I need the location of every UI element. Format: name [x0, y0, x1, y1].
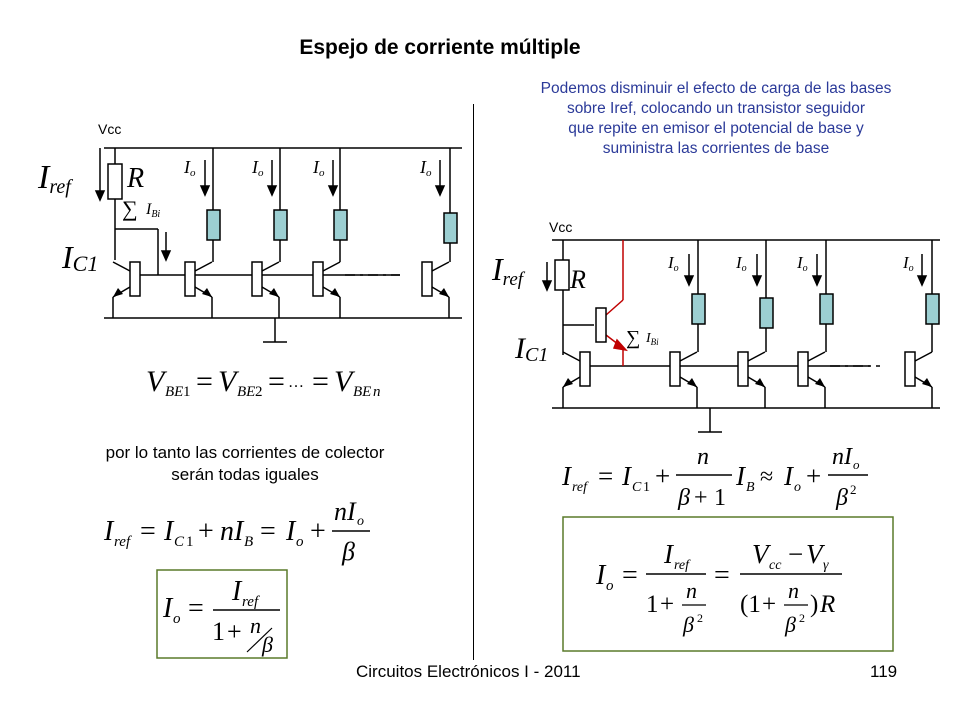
svg-text:+: + [694, 485, 708, 511]
svg-text:cc: cc [769, 558, 782, 573]
svg-text:I: I [104, 516, 114, 547]
svg-text:V: V [334, 365, 353, 398]
left-r-label: R [127, 163, 145, 194]
svg-text:β: β [683, 612, 694, 637]
svg-text:ref: ref [572, 480, 588, 495]
left-transistor-1 [185, 262, 212, 297]
left-io-label-4: Io [420, 157, 432, 179]
svg-text:o: o [173, 611, 181, 627]
svg-text:BE: BE [353, 384, 372, 400]
svg-text:nI: nI [220, 516, 244, 547]
conclusion-line-1: por lo tanto las corrientes de colector [105, 443, 385, 462]
right-r-label: R [570, 265, 586, 294]
svg-text:I: I [736, 461, 745, 491]
svg-text:=: = [312, 365, 329, 398]
svg-text:I: I [622, 461, 631, 491]
svg-text:n: n [250, 613, 261, 638]
svg-text:I: I [232, 576, 242, 607]
left-io-label-1: Io [184, 157, 196, 179]
left-transistor-ref [113, 262, 140, 297]
iref-left-equation [103, 497, 370, 566]
svg-text:γ: γ [823, 558, 829, 573]
right-transistor-2 [738, 352, 765, 387]
io-left-equation [162, 576, 280, 657]
left-vcc-label: Vcc [98, 121, 122, 137]
svg-text:I: I [163, 593, 173, 624]
svg-text:−: − [788, 539, 804, 569]
svg-text:+: + [762, 591, 777, 618]
svg-text:V: V [146, 365, 165, 398]
svg-text:=: = [188, 593, 204, 624]
svg-text:1: 1 [646, 591, 659, 618]
svg-text:+: + [655, 461, 671, 491]
svg-text:=: = [714, 560, 730, 591]
left-iref-label: Iref [38, 159, 71, 198]
svg-text:2: 2 [255, 384, 263, 400]
svg-text:): ) [810, 591, 819, 618]
svg-text:+: + [227, 617, 242, 646]
svg-text:o: o [853, 457, 860, 472]
svg-text:V: V [218, 365, 237, 398]
io-right-equation [595, 539, 842, 637]
svg-text:I: I [286, 516, 296, 547]
right-sum-label: $I_{Bi}$ [646, 331, 659, 347]
svg-text:=: = [622, 560, 638, 591]
left-io-label-2: Io [252, 157, 264, 179]
right-transistor-1 [670, 352, 697, 387]
right-sum-symbol: ∑ [626, 327, 641, 349]
page-number: 119 [870, 662, 898, 681]
svg-text:B: B [244, 534, 254, 550]
explanation-line-4: suministra las corrientes de base [602, 140, 830, 157]
iref-right-equation [561, 444, 868, 511]
right-transistor-ref [563, 352, 590, 387]
left-transistor-2 [252, 262, 279, 297]
svg-text:1: 1 [212, 617, 225, 646]
svg-text:I: I [164, 516, 174, 547]
svg-text:C: C [174, 534, 185, 550]
right-ic1-label: IC1 [515, 332, 549, 366]
svg-text:≈: ≈ [760, 464, 774, 490]
svg-text:β: β [342, 537, 355, 566]
svg-text:n: n [686, 578, 697, 603]
right-io-label-1: Io [668, 253, 679, 274]
svg-text:+: + [806, 461, 822, 491]
svg-text:o: o [794, 480, 801, 495]
vbe-equation [146, 365, 381, 400]
left-transistor-3 [313, 262, 340, 297]
svg-text:V: V [806, 539, 823, 569]
svg-text:β: β [678, 485, 690, 511]
svg-text:2: 2 [697, 611, 703, 625]
right-io-label-4: Io [903, 253, 914, 274]
svg-text:=: = [268, 365, 285, 398]
explanation-line-2: sobre Iref, colocando un transistor seguidor [566, 100, 866, 117]
svg-text:…: … [288, 374, 304, 391]
svg-text:1: 1 [714, 485, 726, 511]
svg-text:β: β [836, 485, 848, 511]
svg-text:1: 1 [643, 480, 650, 495]
conclusion-line-2: serán todas iguales [171, 465, 319, 484]
svg-text:nI: nI [832, 444, 852, 470]
svg-text:o: o [296, 534, 304, 550]
slide-title: Espejo de corriente múltiple [299, 36, 581, 59]
svg-text:I: I [784, 461, 793, 491]
svg-text:1: 1 [183, 384, 191, 400]
svg-text:R: R [820, 591, 836, 618]
svg-text:1: 1 [186, 534, 194, 550]
right-iref-label: Iref [492, 251, 524, 290]
svg-text:o: o [357, 514, 364, 529]
svg-text:=: = [140, 516, 156, 547]
svg-text:C: C [632, 480, 642, 495]
svg-text:ref: ref [114, 534, 131, 550]
svg-text:ref: ref [242, 594, 259, 610]
svg-text:+: + [198, 516, 214, 547]
svg-text:+: + [660, 591, 675, 618]
explanation-line-3: que repite en emisor el potencial de base y [568, 120, 864, 137]
svg-text:β: β [262, 632, 273, 657]
svg-text:n: n [697, 444, 709, 470]
svg-text:nI: nI [334, 497, 356, 526]
right-transistor-3 [798, 352, 825, 387]
conclusion-text [40, 442, 450, 486]
left-transistor-n [422, 262, 449, 297]
svg-text:ref: ref [674, 558, 690, 573]
left-sum-label: IBi [146, 201, 161, 220]
right-transistor-n [905, 352, 932, 387]
svg-text:n: n [788, 578, 799, 603]
svg-text:β: β [785, 612, 796, 637]
svg-text:BE: BE [237, 384, 256, 400]
left-ic1-label: IC1 [62, 239, 99, 276]
svg-text:B: B [746, 480, 755, 495]
svg-text:o: o [606, 578, 614, 594]
right-io-label-3: Io [797, 253, 808, 274]
svg-text:(1: (1 [740, 591, 761, 618]
left-io-label-3: Io [313, 157, 325, 179]
right-vcc-label: Vcc [549, 219, 573, 235]
right-io-label-2: Io [736, 253, 747, 274]
svg-text:I: I [664, 539, 673, 569]
svg-text:I: I [596, 560, 606, 591]
svg-text:=: = [598, 461, 614, 491]
svg-text:I: I [562, 461, 571, 491]
explanation-line-1: Podemos disminuir el efecto de carga de las bases [540, 80, 892, 97]
svg-text:=: = [260, 516, 276, 547]
svg-text:+: + [310, 516, 326, 547]
footer-course: Circuitos Electrónicos I - 2011 [356, 662, 581, 681]
svg-text:n: n [373, 384, 381, 400]
svg-text:2: 2 [799, 611, 805, 625]
svg-text:V: V [752, 539, 769, 569]
svg-text:=: = [196, 365, 213, 398]
svg-text:2: 2 [850, 482, 857, 497]
left-sum-symbol: ∑ [122, 196, 138, 221]
svg-text:BE: BE [165, 384, 184, 400]
